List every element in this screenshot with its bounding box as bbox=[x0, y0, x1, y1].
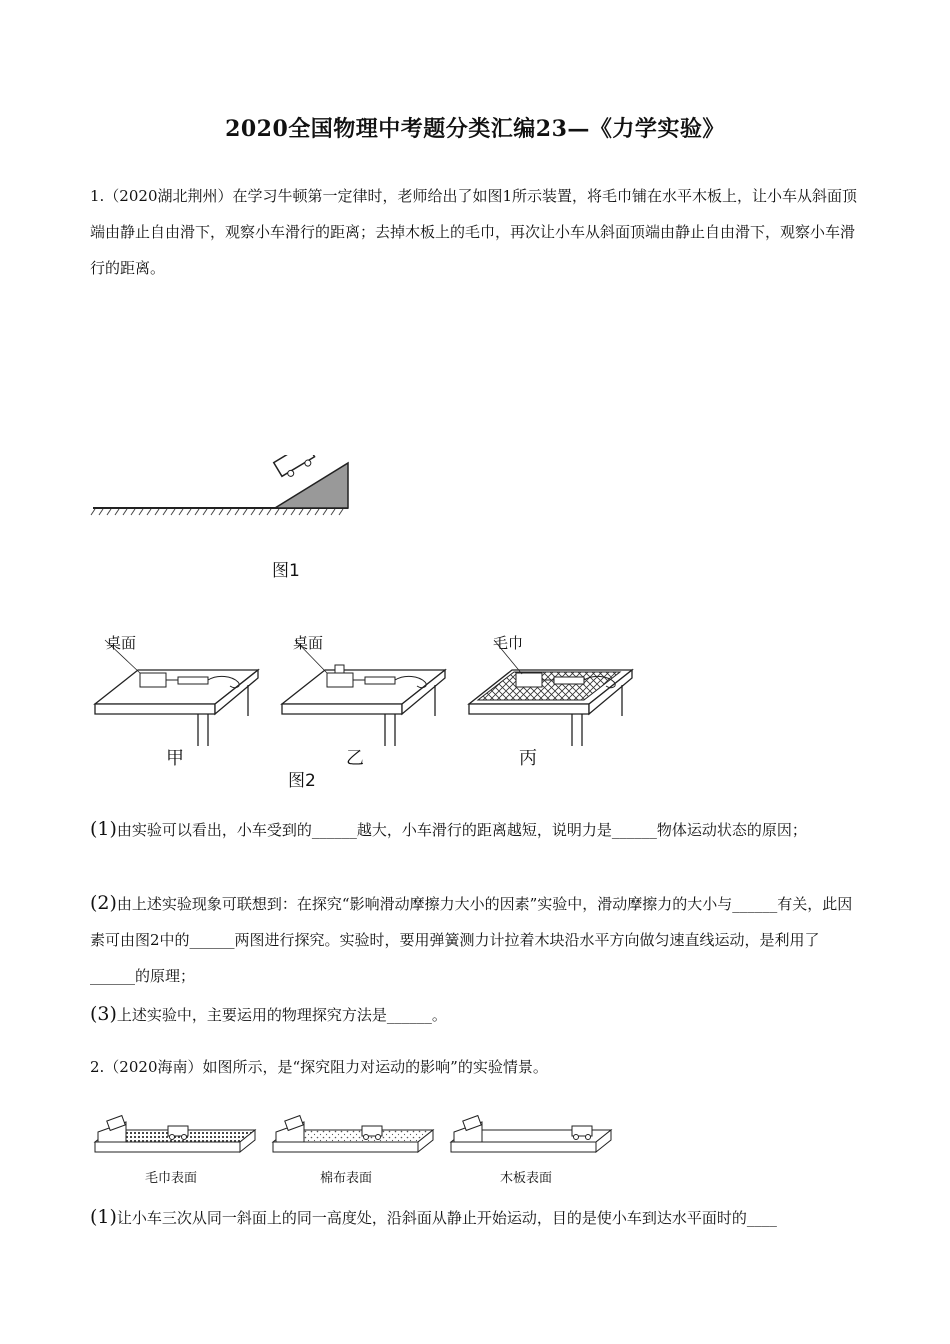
q2-sub1-number: (1) bbox=[90, 1206, 117, 1228]
label-yi: 乙 bbox=[346, 748, 364, 769]
figure-1-caption: 图1 bbox=[272, 561, 300, 581]
label-bing: 丙 bbox=[519, 748, 537, 769]
q2-sub1 bbox=[90, 1199, 860, 1236]
q1-sub1-number: (1) bbox=[90, 818, 117, 840]
table-yi bbox=[282, 640, 445, 746]
q1-sub2-text: 由上述实验现象可联想到：在探究“影响滑动摩擦力大小的因素”实验中，滑动摩擦力的大小与______有关，此因素可由图2中的______两图进行探究。实验时，要用弹簧测力计拉着木块沿水平方向做匀速直线运动，是利用了______的原理； bbox=[90, 895, 853, 985]
figure-1 bbox=[90, 455, 370, 525]
q1-sub3-text: 上述实验中，主要运用的物理探究方法是______。 bbox=[116, 1006, 447, 1024]
q1-sub2 bbox=[90, 885, 860, 994]
q1-sub2-number: (2) bbox=[90, 892, 117, 914]
q1-sub3 bbox=[90, 996, 860, 1033]
label-towel: 毛巾 bbox=[493, 634, 524, 652]
panel-towel bbox=[95, 1116, 255, 1152]
table-jia bbox=[95, 640, 258, 746]
label-cloth-surface: 棉布表面 bbox=[320, 1171, 373, 1186]
panel-cloth bbox=[273, 1116, 433, 1152]
label-desk-jia: 桌面 bbox=[106, 634, 137, 652]
q2-sub1-text: 让小车三次从同一斜面上的同一高度处，沿斜面从静止开始运动，目的是使小车到达水平面时的____ bbox=[116, 1209, 777, 1227]
figure-2-caption: 图2 bbox=[288, 771, 316, 791]
table-bing bbox=[469, 640, 632, 746]
q1-sub1 bbox=[90, 811, 860, 848]
page-title: 2020全国物理中考题分类汇编23—《力学实验》 bbox=[225, 116, 725, 142]
label-jia: 甲 bbox=[166, 748, 184, 769]
label-desk-yi: 桌面 bbox=[293, 634, 324, 652]
question-1-stem: 1.（2020湖北荆州）在学习牛顿第一定律时，老师给出了如图1所示装置，将毛巾铺在水平木板上，让小车从斜面顶端由静止自由滑下，观察小车滑行的距离；去掉木板上的毛巾，再次让小车从斜面顶端由静止自由滑下，观察小车滑行的距离。 bbox=[90, 187, 858, 277]
figure-q2 bbox=[90, 1112, 620, 1167]
panel-wood bbox=[451, 1116, 611, 1152]
q1-sub1-text: 由实验可以看出，小车受到的______越大，小车滑行的距离越短，说明力是______物体运动状态的原因； bbox=[116, 821, 807, 839]
label-towel-surface: 毛巾表面 bbox=[145, 1171, 198, 1186]
label-wood-surface: 木板表面 bbox=[500, 1171, 553, 1186]
question-2-stem: 2.（2020海南）如图所示，是“探究阻力对运动的影响”的实验情景。 bbox=[90, 1058, 548, 1076]
q1-sub3-number: (3) bbox=[90, 1003, 117, 1025]
